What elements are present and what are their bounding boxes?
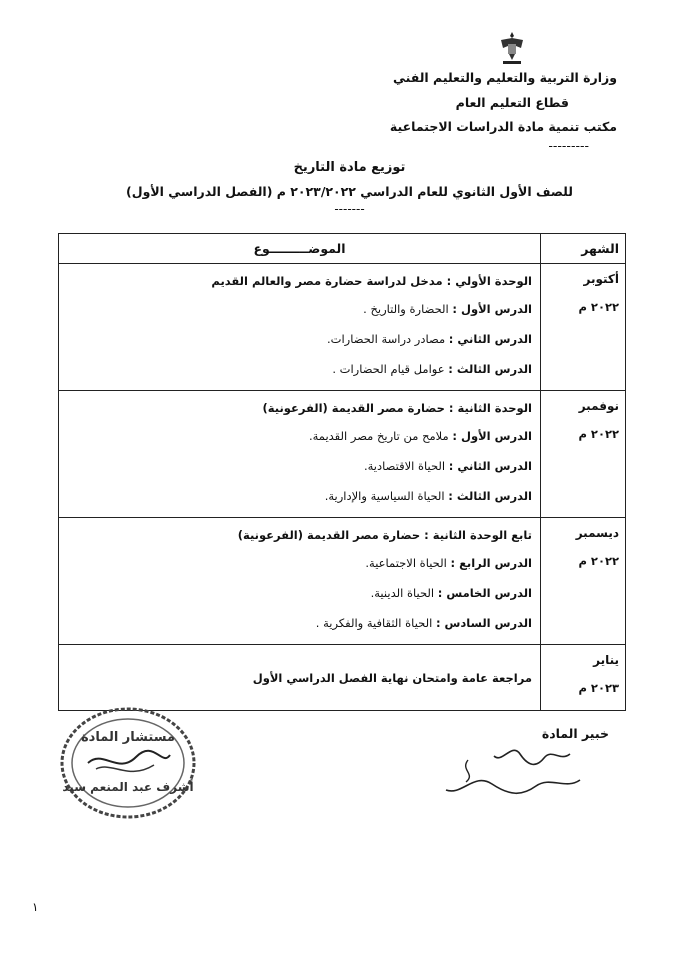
lesson-label: الدرس الأول : <box>452 429 532 443</box>
lesson-label: الدرس الثالث : <box>448 489 532 503</box>
topic-cell <box>59 645 541 711</box>
svg-text:أشرف عبد المنعم سيد: أشرف عبد المنعم سيد <box>62 780 194 794</box>
lesson-label: الدرس الثاني : <box>448 332 532 346</box>
month-cell <box>541 391 626 518</box>
topic-cell <box>59 264 541 391</box>
title-divider: ------- <box>334 202 365 216</box>
lesson-item <box>67 481 532 511</box>
month-cell <box>541 518 626 645</box>
svg-text:مستشار المادة: مستشار المادة <box>81 730 175 745</box>
lesson-label: الدرس السادس : <box>435 616 532 630</box>
unit-title: الوحدة الأولي : مدخل لدراسة حضارة مصر والعالم القديم <box>211 274 532 288</box>
page-number: ١ <box>32 900 39 914</box>
lesson-item <box>67 608 532 638</box>
lesson-item <box>67 451 532 481</box>
header-divider: --------- <box>548 138 589 153</box>
egypt-eagle-emblem-icon <box>497 30 527 66</box>
month-year: ٢٠٢٢ م <box>578 300 619 314</box>
topic-cell <box>59 518 541 645</box>
month-name: نوفمبر <box>578 399 619 413</box>
lesson-label: الدرس الثاني : <box>448 459 532 473</box>
table-row <box>59 645 626 711</box>
document-subtitle: للصف الأول الثانوي للعام الدراسي ٢٠٢٣/٢٠٢٢ م (الفصل الدراسي الأول) <box>126 184 573 199</box>
unit-title: تابع الوحدة الثانية : حضارة مصر القديمة (الفرعونية) <box>237 528 532 542</box>
lesson-text: ملامح من تاريخ مصر القديمة. <box>308 429 453 443</box>
month-cell <box>541 645 626 711</box>
month-year: ٢٠٢٢ م <box>578 554 619 568</box>
expert-label: خبير المادة <box>541 726 609 741</box>
month-cell <box>541 264 626 391</box>
sector-name: قطاع التعليم العام <box>455 95 569 110</box>
lesson-text: عوامل قيام الحضارات . <box>332 362 449 376</box>
lesson-item <box>67 548 532 578</box>
topic-cell <box>59 391 541 518</box>
official-stamp <box>58 705 198 820</box>
lesson-item <box>67 324 532 354</box>
month-name: يناير <box>593 653 619 667</box>
lesson-label: الدرس الثالث : <box>448 362 532 376</box>
lesson-text: الحياة الدينية. <box>370 586 438 600</box>
lesson-item <box>67 421 532 451</box>
final-review-text: مراجعة عامة وامتحان نهاية الفصل الدراسي الأول <box>252 671 532 685</box>
lesson-item <box>67 578 532 608</box>
lesson-text: الحياة السياسية والإدارية. <box>324 489 449 503</box>
lesson-label: الدرس الأول : <box>452 302 532 316</box>
unit-title: الوحدة الثانية : حضارة مصر القديمة (الفرعونية) <box>262 401 532 415</box>
lesson-label: الدرس الخامس : <box>437 586 532 600</box>
lesson-text: الحياة الاجتماعية. <box>365 556 451 570</box>
table-row <box>59 391 626 518</box>
lesson-text: الحياة الاقتصادية. <box>363 459 449 473</box>
month-name: أكتوبر <box>583 272 619 286</box>
lesson-item <box>67 294 532 324</box>
month-year: ٢٠٢٢ م <box>578 427 619 441</box>
lesson-text: الحياة الثقافية والفكرية . <box>315 616 436 630</box>
lesson-label: الدرس الرابع : <box>450 556 532 570</box>
topic-column-header: الموضـــــــــوع <box>59 234 541 264</box>
office-name: مكتب تنمية مادة الدراسات الاجتماعية <box>389 119 617 134</box>
lesson-text: الحضارة والتاريخ . <box>363 302 453 316</box>
handwritten-signature <box>440 740 590 810</box>
month-column-header: الشهر <box>541 234 626 264</box>
document-title: توزيع مادة التاريخ <box>293 160 406 175</box>
table-row <box>59 264 626 391</box>
table-row <box>59 518 626 645</box>
table-header-row <box>59 234 626 264</box>
ministry-name: وزارة التربية والتعليم والتعليم الفني <box>392 70 617 85</box>
lesson-text: مصادر دراسة الحضارات. <box>326 332 449 346</box>
month-year: ٢٠٢٣ م <box>578 681 619 695</box>
schedule-table <box>58 233 626 711</box>
lesson-item <box>67 354 532 384</box>
month-name: ديسمبر <box>575 526 619 540</box>
